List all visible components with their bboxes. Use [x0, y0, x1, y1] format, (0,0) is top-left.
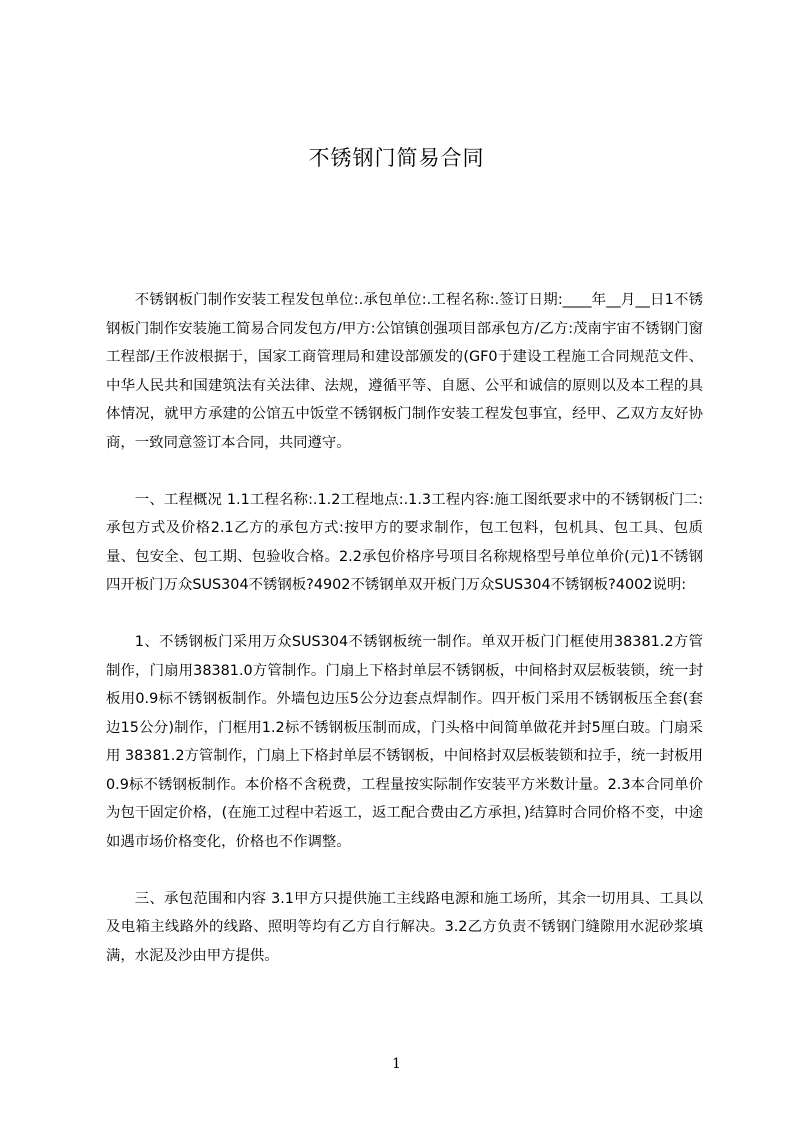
paragraph-gap: [106, 600, 703, 629]
paragraph-gap: [106, 856, 703, 885]
page-number: 1: [392, 1056, 401, 1072]
paragraph-specifications: 1、不锈钢板门采用万众SUS304不锈钢板统一制作。单双开板门门框使用38381.2方管制作，门扇用38381.0方管制作。门扇上下格封单层不锈钢板，中间格封双层板装锁，统一封板用0.9标不锈钢板制作。外墙包边压5公分边套点焊制作。四开板门采用不锈钢板压全套(套边15公分)制作，门框用1.2标不锈钢板压制而成，门头格中间简单做花并封5厘白玻。门扇采用 38381.2方管制作，门扇上下格封单层不锈钢板，中间格封双层板装锁和拉手，统一封板用0.9标不锈钢板制作。本价格不含税费，工程量按实际制作安装平方米数计量。2.3本合同单价为包干固定价格，(在施工过程中若返工，返工配合费由乙方承担，)结算时合同价格不变，中途如遇市场价格变化，价格也不作调整。: [106, 634, 703, 850]
document-title: 不锈钢门简易合同: [308, 146, 485, 170]
document-body: [106, 286, 703, 970]
paragraph-gap: [106, 457, 703, 486]
paragraph-intro: 不锈钢板门制作安装工程发包单位:.承包单位:.工程名称:.签订日期:____年__月__日1不锈钢板门制作安装施工简易合同发包方/甲方:公馆镇创强项目部承包方/乙方:茂南宇宙不锈钢门窗工程部/王作波根据于，国家工商管理局和建设部颁发的(GF0于建设工程施工合同规范文件、中华人民共和国建筑法有关法律、法规，遵循平等、自愿、公平和诚信的原则以及本工程的具体情况，就甲方承建的公馆五中饭堂不锈钢板门制作安装工程发包事宜，经甲、乙双方友好协商，一致同意签订本合同，共同遵守。: [106, 292, 703, 451]
paragraph-project-overview: 一、工程概况 1.1工程名称:.1.2工程地点:.1.3工程内容:施工图纸要求中的不锈钢板门二:承包方式及价格2.1乙方的承包方式:按甲方的要求制作，包工包料，包机具、包工具、包质量、包安全、包工期、包验收合格。2.2承包价格序号项目名称规格型号单位单价(元)1不锈钢四开板门万众SUS304不锈钢板?4902不锈钢单双开板门万众SUS304不锈钢板?4002说明:: [106, 491, 703, 593]
paragraph-scope: 三、承包范围和内容 3.1甲方只提供施工主线路电源和施工场所，其余一切用具、工具以及电箱主线路外的线路、照明等均有乙方自行解决。3.2乙方负责不锈钢门缝隙用水泥砂浆填满，水泥及沙由甲方提供。: [106, 890, 703, 964]
